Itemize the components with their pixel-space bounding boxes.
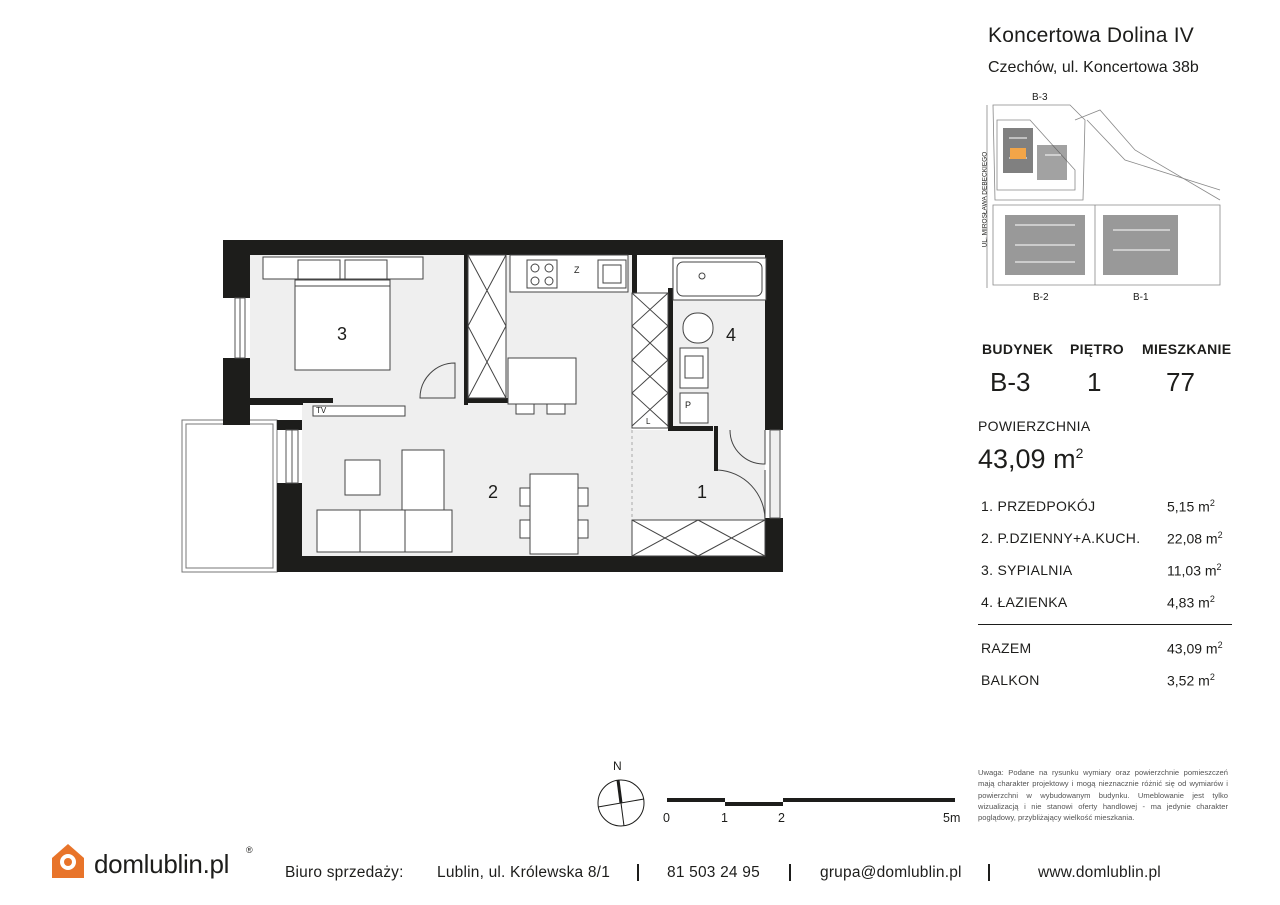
room-area-3: 11,03 $m^2$ [1167,562,1222,579]
balcony [182,420,277,572]
room-name-2: 2. P.DZIENNY+A.KUCH. [981,530,1141,546]
site-label-b2: B-2 [1033,292,1049,303]
total-value: 43,09 $m^2$ [1167,640,1223,657]
header-floor: PIĘTRO [1070,341,1124,357]
building-value: B-3 [990,367,1031,397]
room-label-4: 4 [726,325,737,345]
header-apartment: MIESZKANIE [1142,341,1232,357]
compass [596,758,648,833]
compass-icon [596,778,648,830]
disclaimer-note: Uwaga: Podane na rysunku wymiary oraz powierzchnie pomieszczeń mają charakter projektowy i mogą nieznacznie różnić się od wymiarów i powierzchni w wybudowanym budynku. Umeblowanie jest tylko wizualizacją i nie stanowi oferty handlowej - ma jedynie charakter poglądowy, przybliżający wielkość mieszkania. [978,768,1228,823]
office-label: Biuro sprzedaży: [285,864,404,881]
room-name-4: 4. ŁAZIENKA [981,594,1068,610]
sink-label: L [646,417,651,426]
street-label: UL. MIROSŁAWA DEBECKIEGO [981,151,989,248]
project-name: Koncertowa Dolina IV [988,24,1194,47]
scale-label-2: 2 [778,811,785,825]
tv-label: TV [316,406,327,415]
phone-link[interactable]: 81 503 24 95 [667,864,760,881]
floor-value: 1 [1087,367,1102,397]
email-link[interactable]: grupa@domlublin.pl [820,864,962,881]
footer-separator [988,864,990,881]
footer-separator [637,864,639,881]
balcony-label: BALKON [981,672,1040,688]
scale-bar [665,795,965,835]
website-link[interactable]: www.domlublin.pl [1038,864,1161,881]
balcony-value: 3,52 $m^2$ [1167,672,1215,689]
room-area-4: 4,83 $m^2$ [1167,594,1215,611]
area-value: 43,09 $m^2$ [978,444,1084,474]
scale-label-0: 0 [663,811,670,825]
scale-label-5: 5m [943,811,961,825]
room-label-3: 3 [337,324,348,344]
footer-separator [789,864,791,881]
area-label: POWIERZCHNIA [978,418,1091,434]
header-building: BUDYNEK [982,341,1054,357]
room-area-1: 5,15 $m^2$ [1167,498,1215,515]
logo-house-icon [48,840,88,880]
room-name-1: 1. PRZEDPOKÓJ [981,498,1096,514]
room-name-3: 3. SYPIALNIA [981,562,1073,578]
room-label-2: 2 [488,482,499,502]
scale-label-1: 1 [721,811,728,825]
room-area-2: 22,08 $m^2$ [1167,530,1223,547]
site-label-b3: B-3 [1032,92,1048,103]
site-map [975,90,1225,305]
logo-registered: ® [246,845,253,855]
office-address: Lublin, ul. Królewska 8/1 [437,864,611,881]
site-label-b1: B-1 [1133,292,1149,303]
apartment-value: 77 [1166,367,1195,397]
highlight-unit [1010,148,1026,159]
project-address: Czechów, ul. Koncertowa 38b [988,59,1199,76]
fridge-label: Z [574,265,580,275]
total-label: RAZEM [981,640,1032,656]
logo-text: domlublin.pl [94,849,230,879]
room-label-1: 1 [697,482,708,502]
washer-label: P [685,400,692,410]
divider [978,624,1232,625]
north-label: N [613,759,622,773]
